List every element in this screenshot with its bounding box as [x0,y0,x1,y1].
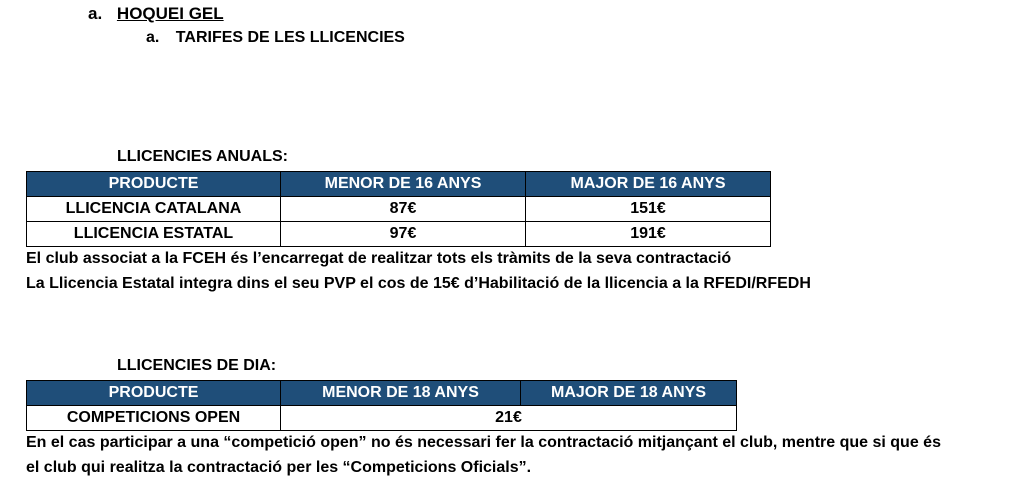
column-header: MAJOR DE 18 ANYS [521,381,737,406]
column-header: MENOR DE 16 ANYS [281,172,526,197]
price-cell: 151€ [526,197,771,222]
section-title: HOQUEI GEL [116,4,224,23]
annual-header-row [27,172,771,197]
subsection-heading [146,29,405,47]
annual-note: El club associat a la FCEH és l’encarregat de realitzar tots els tràmits de la seva contractació [26,250,732,267]
annual-heading: LLICENCIES ANUALS: [117,148,288,165]
subsection-title: TARIFES DE LES LLICENCIES [175,29,405,46]
annual-table [26,171,771,247]
section-marker: a. [88,4,103,23]
price-cell: 97€ [281,222,526,247]
product-cell: LLICENCIA CATALANA [27,197,281,222]
annual-note: La Llicencia Estatal integra dins el seu PVP el cos de 15€ d’Habilitació de la llicencia a la RFEDI/RFEDH [26,275,811,292]
day-heading: LLICENCIES DE DIA: [117,357,277,374]
price-cell: 191€ [526,222,771,247]
column-header: MAJOR DE 16 ANYS [526,172,771,197]
table-row [27,197,771,222]
subsection-marker: a. [146,29,160,46]
price-cell: 87€ [281,197,526,222]
day-note: el club qui realitza la contractació per les “Competicions Oficials”. [26,459,532,476]
column-header: PRODUCTE [27,381,281,406]
column-header: MENOR DE 18 ANYS [281,381,521,406]
product-cell: LLICENCIA ESTATAL [27,222,281,247]
table-row [27,222,771,247]
day-note: En el cas participar a una “competició open” no és necessari fer la contractació mitjançant el club, mentre que si que és [26,434,941,451]
day-table [26,380,737,431]
table-row [27,406,737,431]
day-header-row [27,381,737,406]
column-header: PRODUCTE [27,172,281,197]
price-cell: 21€ [281,406,737,431]
product-cell: COMPETICIONS OPEN [27,406,281,431]
section-heading [88,4,224,24]
